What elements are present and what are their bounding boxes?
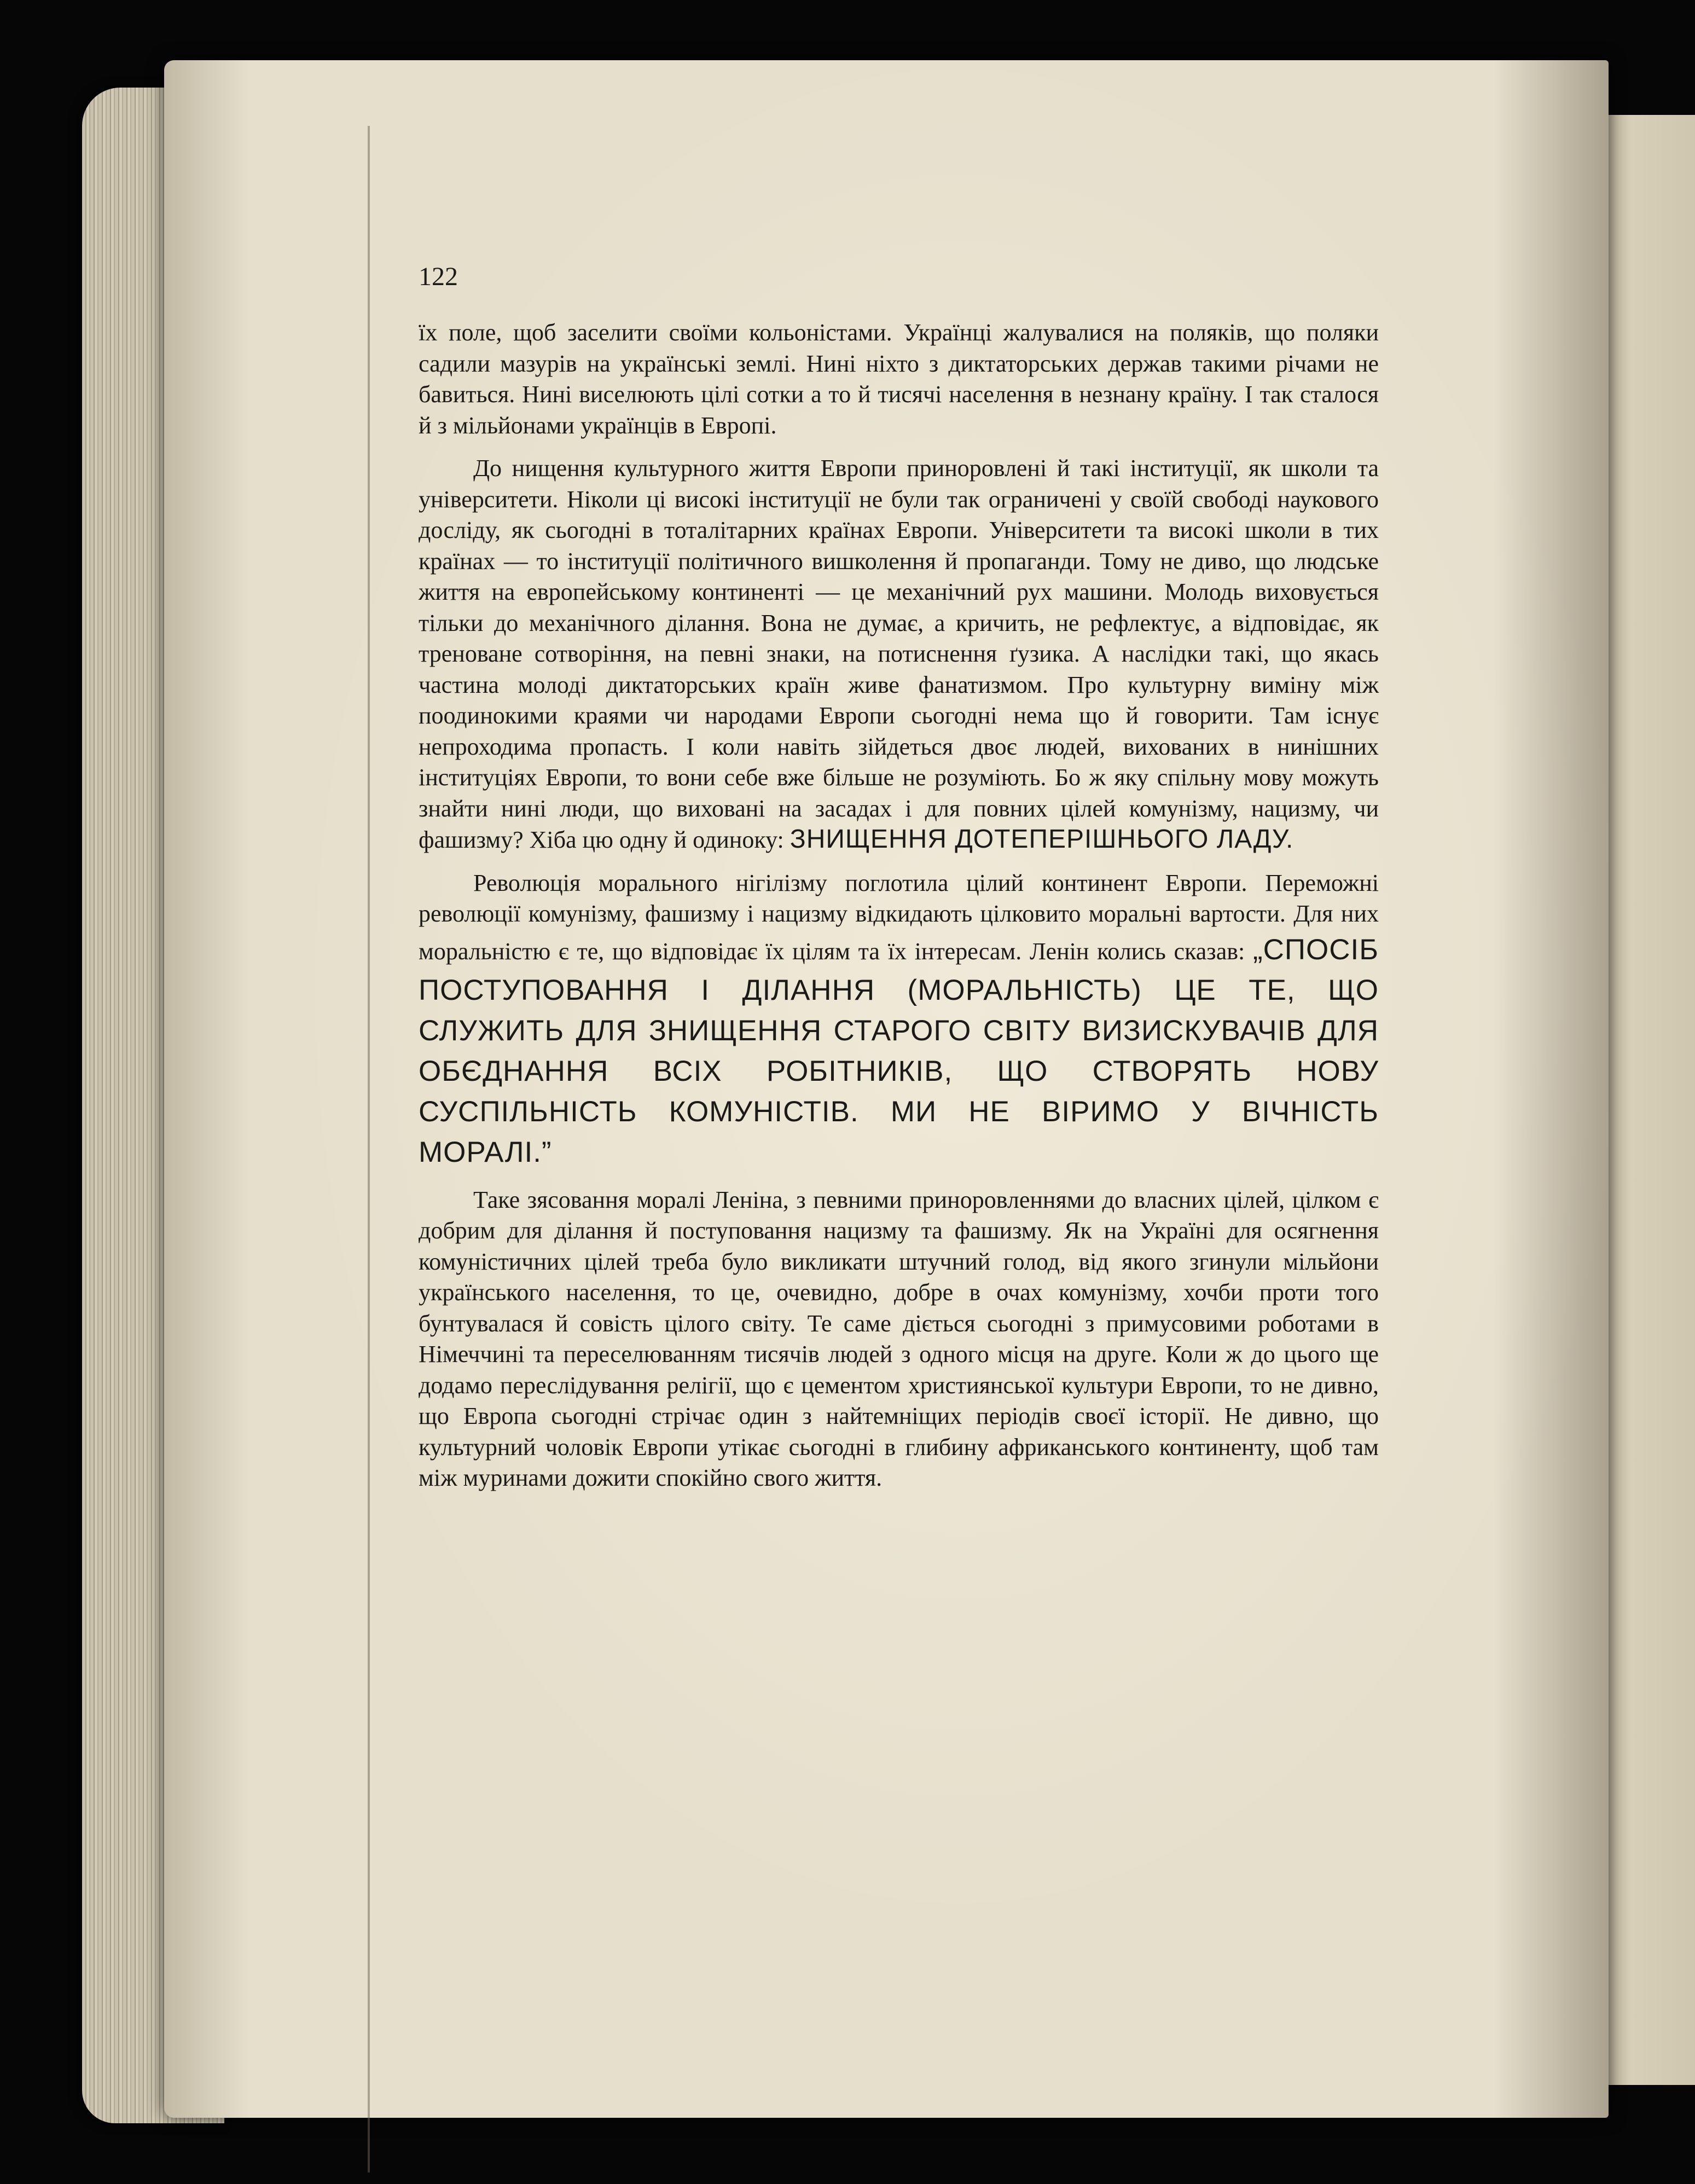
page-number: 122 — [419, 262, 458, 291]
paragraph-2-emphasis: ЗНИЩЕННЯ ДОТЕПЕРІШНЬОГО ЛАДУ. — [790, 825, 1294, 854]
paragraph-3-text: Революція морального нігілізму поглотила цілий континент Европи. Переможні революції комунізму, фашизму і нацизму відкидають цілковито моральні вартости. Для них моральністю є те, що відповідає їх цілям та їх інтересам. Ленін колись сказав: — [419, 869, 1379, 965]
page-text — [419, 317, 1379, 1506]
paragraph-1 — [419, 317, 1379, 441]
paragraph-4-text: Таке зясовання моралі Леніна, з певними приноровленнями до власних цілей, цілком є добрим для ділання й поступовання нацизму та фашизму. Як на Україні для осягнення комуністичних цілей треба було викликати штучний голод, від якого згинули мільйони українського населення, то це, очевидно, добре в очах комунізму, хочби проти того бунтувалася й совість цілого світу. Те саме діється сьогодні з примусовими роботами в Німеччині та переселюванням тисячів людей з одного місця на друге. Коли ж до цього ще додамо переслідування релігії, що є цементом християнської культури Европи, то не дивно, що Европа сьогодні стрічає один з найтемніщих періодів своєї історії. Не дивно, що культурний чоловік Европи утікає сьогодні в глибину африканського континенту, щоб там між муринами дожити спокійно свого життя. — [419, 1186, 1379, 1491]
paragraph-4 — [419, 1185, 1379, 1494]
page-gutter — [368, 126, 370, 2173]
paragraph-1-text: їх поле, щоб заселити своїми кольоністами. Українці жалувалися на поляків, що поляки садили мазурів на українські землі. Нині ніхто з диктаторських держав такими річами не бавиться. Нині виселюють цілі сотки а то й тисячі населення в незнану країну. І так сталося й з мільйонами українців в Европі. — [419, 319, 1379, 439]
lenin-quote: „СПОСІБ ПОСТУПОВАННЯ І ДІЛАННЯ (МОРАЛЬНІСТЬ) ЦЕ ТЕ, ЩО СЛУЖИТЬ ДЛЯ ЗНИЩЕННЯ СТАРОГО СВІТУ ВИЗИСКУВАЧІВ ДЛЯ ОБЄДНАННЯ ВСІХ РОБІТНИКІВ, ЩО СТВОРЯТЬ НОВУ СУСПІЛЬНІСТЬ КОМУНІСТІВ. МИ НЕ ВІРИМО У ВІЧНІСТЬ МОРАЛІ.” — [419, 933, 1379, 1168]
paragraph-3 — [419, 868, 1379, 1173]
next-page-edge — [1598, 115, 1695, 2085]
paragraph-2 — [419, 453, 1379, 856]
paragraph-2-text: До нищення культурного життя Европи приноровлені й такі інституції, як школи та університети. Ніколи ці високі інституції не були так ограничені у своїй свободі наукового досліду, як сьогодні в тоталітарних країнах Европи. Університети та високі школи в тих країнах — то інституції політичного вишколення й пропаганди. Тому не диво, що людське життя на европейському континенті — це механічний рух машини. Молодь виховується тільки до механічного ділання. Вона не думає, а кричить, не рефлектує, а відповідає, як треноване сотворіння, на певні знаки, на потиснення ґузика. А наслідки такі, що якась частина молоді диктаторських країн живе фанатизмом. Про культурну виміну між поодинокими краями чи народами Европи сьогодні нема що й говорити. Там існує непроходима пропасть. І коли навіть зійдеться двоє людей, вихованих в нинішних інституціях Европи, то вони себе вже більше не розуміють. Бо ж яку спільну мову можуть знайти нині люди, що виховані на засадах і для повних цілей комунізму, нацизму, чи фашизму? Хіба цю одну й одиноку: — [419, 455, 1379, 853]
